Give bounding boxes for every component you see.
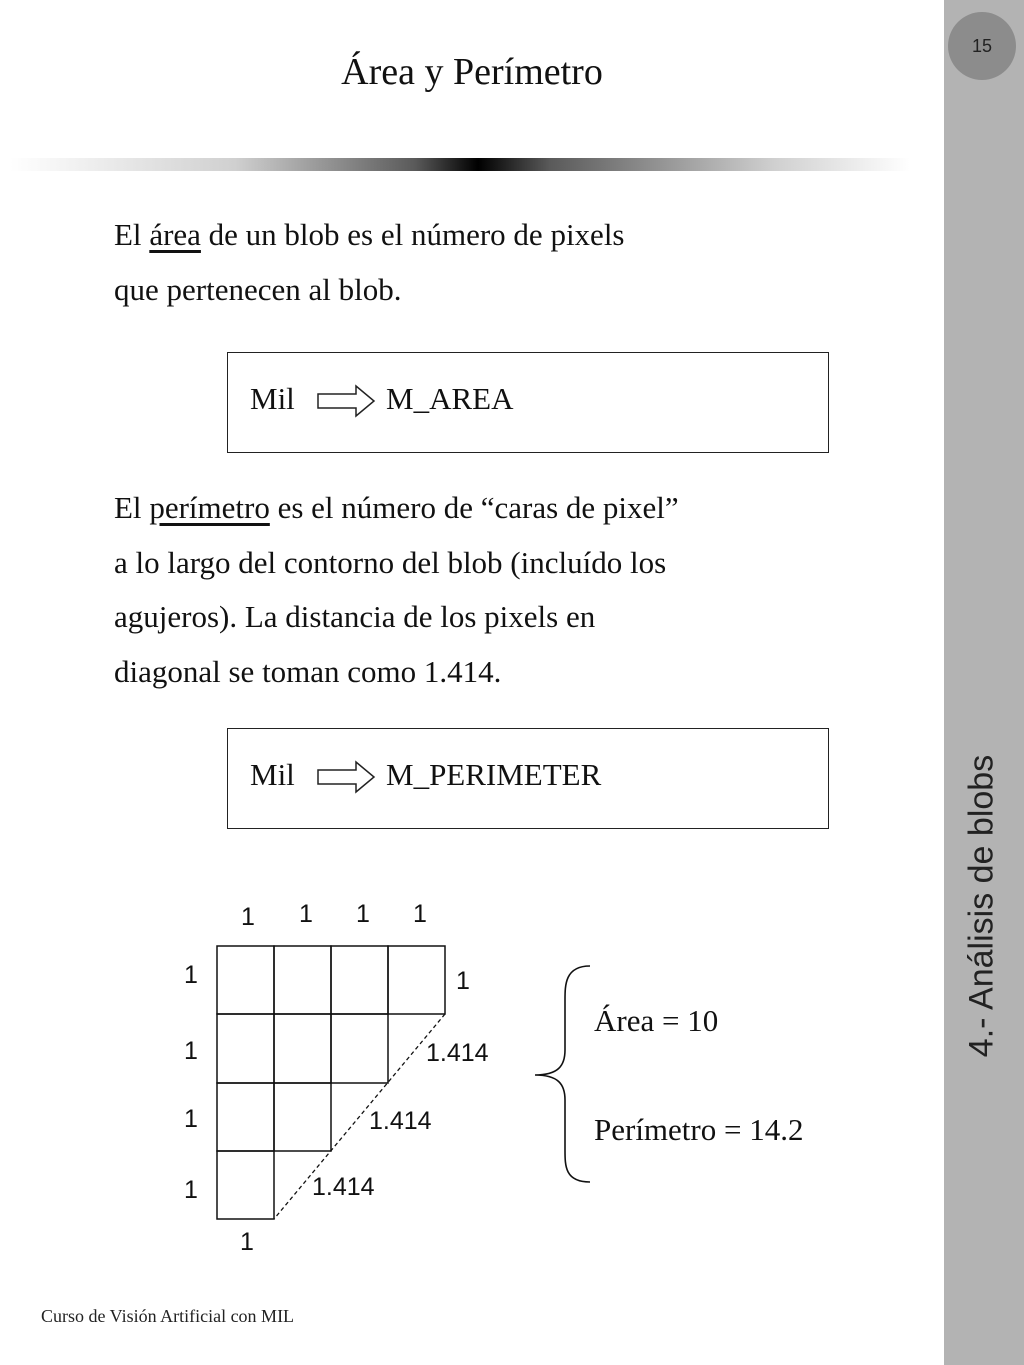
area-rest: de un blob es el número de pixels [200,217,625,252]
pixel-cell [388,946,445,1014]
area-function-name: M_AREA [386,381,514,416]
diagonal-label: 1.414 [312,1173,375,1201]
perimeter-function-name: M_PERIMETER [386,757,602,792]
right-label: 1 [456,967,470,995]
pixel-cell [274,1014,331,1083]
pixel-cell [274,946,331,1014]
slide-title: Área y Perímetro [341,51,603,93]
area-prefix: El [114,217,150,252]
page-number-badge [948,12,1016,80]
pixel-cell [217,1014,274,1083]
left-label: 1 [184,961,198,989]
footer-course-title: Curso de Visión Artificial con MIL [41,1306,295,1326]
area-definition-line-2: que pertenecen al blob. [114,271,402,307]
perimeter-term: perímetro [149,490,270,525]
perimeter-lib-label: Mil [250,757,295,792]
section-title: 4.- Análisis de blobs [962,754,1001,1058]
perimeter-definition-line-4: diagonal se toman como 1.414. [114,653,502,689]
pixel-cell [217,1151,274,1219]
pixel-cell [331,1014,388,1083]
diagonal-label: 1.414 [369,1107,432,1135]
perimeter-definition-line-3: agujeros). La distancia de los pixels en [114,599,596,634]
diagonal-label: 1.414 [426,1039,489,1067]
perimeter-definition-line-2: a lo largo del contorno del blob (incluído los [114,544,667,580]
perimeter-prefix: El [114,490,150,525]
pixel-cell [274,1083,331,1151]
pixel-cell [217,1083,274,1151]
area-lib-label: Mil [250,381,295,416]
page-number: 15 [971,35,993,56]
area-result: Área = 10 [594,1003,719,1038]
pixel-cell [217,946,274,1014]
left-label: 1 [184,1176,198,1204]
top-label: 1 [299,900,313,928]
top-label: 1 [413,900,427,928]
bottom-label: 1 [240,1228,254,1256]
perimeter-result: Perímetro = 14.2 [594,1112,804,1147]
perimeter-rest: es el número de “caras de pixel” [269,490,679,525]
left-label: 1 [184,1105,198,1133]
sidebar [944,0,1024,1365]
top-label: 1 [241,903,255,931]
top-label: 1 [356,900,370,928]
curly-brace [535,966,590,1182]
left-label: 1 [184,1037,198,1065]
area-term: área [149,217,201,252]
pixel-cell [331,946,388,1014]
